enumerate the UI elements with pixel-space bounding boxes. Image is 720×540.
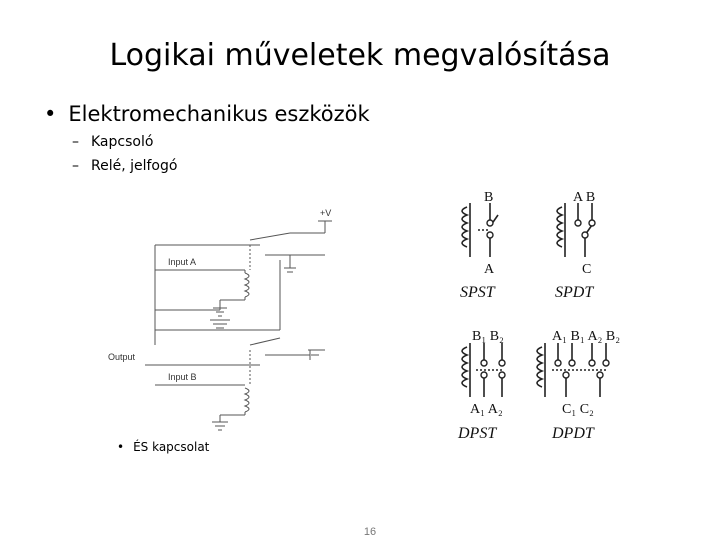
page-number: 16 (363, 526, 377, 538)
sub-item-label: Kapcsoló (91, 134, 154, 150)
dash-icon: – (72, 158, 79, 174)
relay-types-diagram (440, 185, 640, 445)
bullet-dot-icon: • (117, 440, 125, 454)
and-relay-circuit (100, 200, 350, 435)
input-b-label: Input B (168, 372, 197, 382)
dpst-bottom-label: A₁ A₂ (470, 402, 503, 417)
bullet-main-text: Elektromechanikus eszközök (68, 102, 370, 126)
dpdt-bottom-label: C₁ C₂ (562, 402, 594, 417)
output-label: Output (108, 352, 136, 362)
dash-icon: – (72, 134, 79, 150)
bullet-main (44, 102, 370, 126)
sub-item-label: Relé, jelfogó (91, 158, 178, 174)
spst-top-label: B (484, 190, 494, 205)
dpdt-top-label: A₁ B₁ A₂ B₂ (552, 329, 621, 344)
spdt-bottom-label: C (582, 262, 592, 277)
circuit-caption (117, 440, 209, 454)
supply-label: +V (320, 208, 332, 218)
caption-text: ÉS kapcsolat (133, 440, 210, 454)
spdt-name: SPDT (555, 284, 594, 301)
sub-item-relay (72, 158, 177, 174)
dpdt-name: DPDT (552, 425, 594, 442)
slide-title: Logikai műveletek megvalósítása (109, 38, 611, 73)
dpst-top-label: B₁ B₂ (472, 329, 504, 344)
dpst-name: DPST (458, 425, 497, 442)
bullet-dot-icon: • (44, 102, 57, 126)
spst-name: SPST (460, 284, 495, 301)
spst-bottom-label: A (484, 262, 495, 277)
input-a-label: Input A (168, 257, 197, 267)
spdt-top-label: A B (573, 190, 596, 205)
sub-item-switch (72, 134, 153, 150)
